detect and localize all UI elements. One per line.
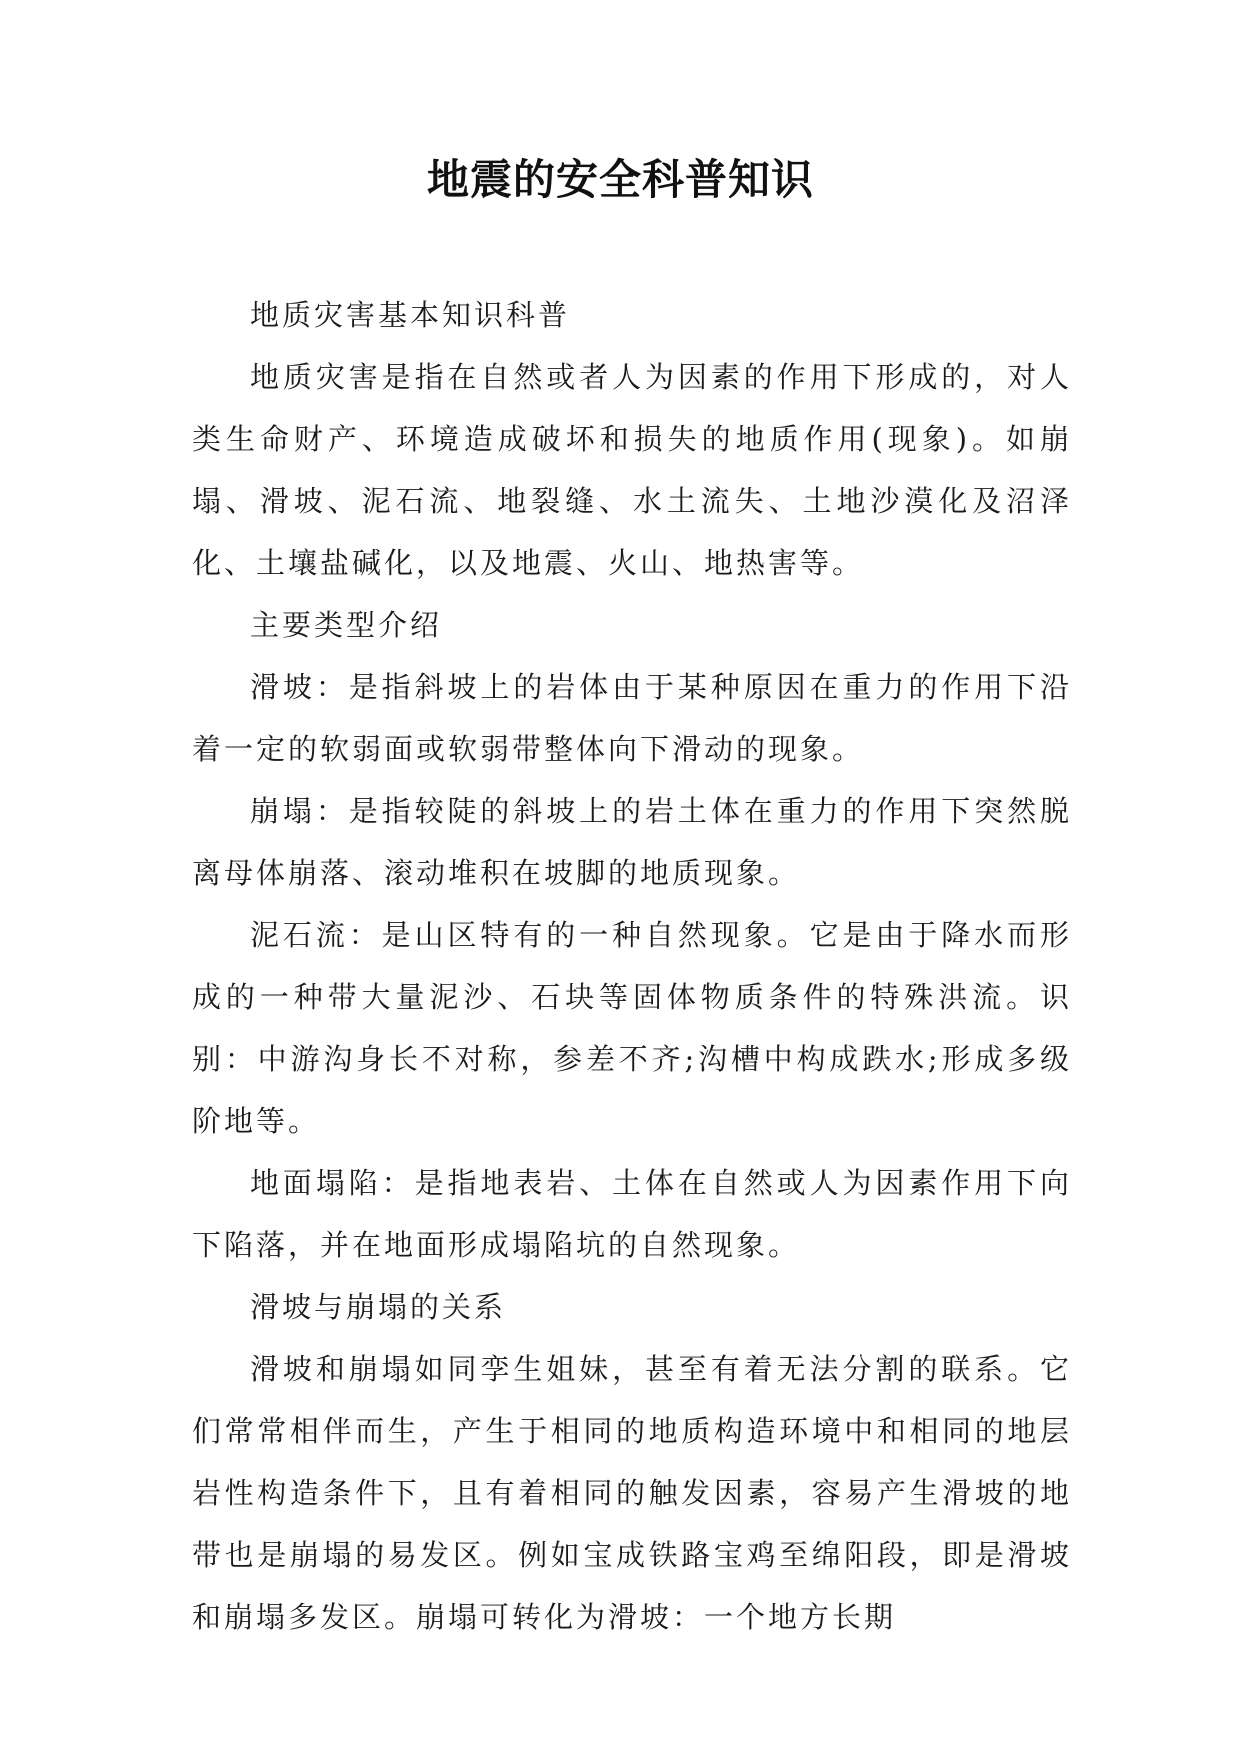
paragraph-relationship: 滑坡和崩塌如同孪生姐妹，甚至有着无法分割的联系。它们常常相伴而生，产生于相同的地质构造环境中和相同的地层岩性构造条件下，且有着相同的触发因素，容易产生滑坡的地带也是崩塌的易发区。例如宝成铁路宝鸡至绵阳段，即是滑坡和崩塌多发区。崩塌可转化为滑坡：一个地方长期 (192, 1352, 1072, 1634)
paragraph-collapse: 崩塌：是指较陡的斜坡上的岩土体在重力的作用下突然脱离母体崩落、滚动堆积在坡脚的地质现象。 (192, 794, 1072, 890)
document-title: 地震的安全科普知识 (426, 155, 814, 204)
paragraph-ground-subsidence: 地面塌陷：是指地表岩、土体在自然或人为因素作用下向下陷落，并在地面形成塌陷坑的自然现象。 (192, 1166, 1072, 1262)
section-heading-geological-hazards: 地质灾害基本知识科普 (250, 298, 571, 332)
document-body (192, 284, 1072, 1648)
section-heading-main-types: 主要类型介绍 (250, 608, 443, 642)
paragraph-landslide: 滑坡：是指斜坡上的岩体由于某种原因在重力的作用下沿着一定的软弱面或软弱带整体向下滑动的现象。 (192, 670, 1072, 766)
paragraph-definition: 地质灾害是指在自然或者人为因素的作用下形成的，对人类生命财产、环境造成破坏和损失的地质作用(现象)。如崩塌、滑坡、泥石流、地裂缝、水土流失、土地沙漠化及沼泽化、土壤盐碱化，以及地震、火山、地热害等。 (192, 360, 1072, 580)
section-heading-relationship: 滑坡与崩塌的关系 (250, 1290, 507, 1324)
paragraph-debris-flow: 泥石流：是山区特有的一种自然现象。它是由于降水而形成的一种带大量泥沙、石块等固体物质条件的特殊洪流。识别：中游沟身长不对称，参差不齐;沟槽中构成跌水;形成多级阶地等。 (192, 918, 1072, 1138)
